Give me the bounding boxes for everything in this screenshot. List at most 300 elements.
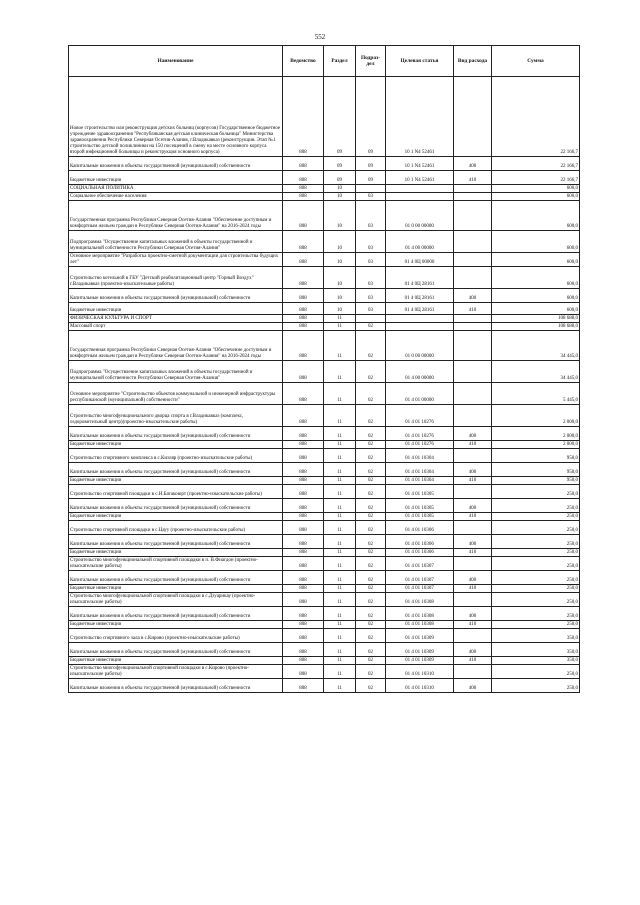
- cell-amount: 250,0: [492, 665, 580, 679]
- cell-subsection: 02: [356, 485, 386, 499]
- cell-amount: 34 445,0: [492, 331, 580, 361]
- cell-target-item: [386, 323, 454, 331]
- cell-section: 11: [324, 643, 356, 657]
- cell-department: 808: [283, 231, 324, 253]
- cell-target-item: 01 4 01 10304: [386, 477, 454, 485]
- cell-department: 808: [283, 303, 324, 315]
- cell-name: Капитальные вложения в объекты государственной (муниципальной) собственности: [69, 643, 283, 657]
- table-row: [69, 193, 580, 201]
- cell-department: 808: [283, 315, 324, 323]
- cell-name: Социальное обеспечение населения: [69, 193, 283, 201]
- cell-expense-type: 410: [454, 171, 492, 185]
- cell-expense-type: [454, 185, 492, 193]
- cell-amount: 22 166,7: [492, 157, 580, 171]
- cell-name: Капитальные вложения в объекты государственной (муниципальной) собственности: [69, 607, 283, 621]
- cell-name: Капитальные вложения в объекты государственной (муниципальной) собственности: [69, 157, 283, 171]
- cell-section: 09: [324, 171, 356, 185]
- table-row: [69, 185, 580, 193]
- cell-subsection: 02: [356, 441, 386, 449]
- cell-subsection: 02: [356, 331, 386, 361]
- cell-expense-type: 400: [454, 157, 492, 171]
- table-row: [69, 521, 580, 535]
- cell-subsection: 02: [356, 549, 386, 557]
- cell-expense-type: 410: [454, 441, 492, 449]
- table-row: [69, 665, 580, 679]
- table-row: [69, 593, 580, 607]
- table-row: [69, 499, 580, 513]
- cell-name: Государственная программа Республики Северная Осетия-Алания "Обеспечение доступным и комфортным жильем граждан в Республике Северная Осетия-Алания" на 2016-2024 годы: [69, 201, 283, 231]
- cell-subsection: 02: [356, 621, 386, 629]
- cell-department: 808: [283, 521, 324, 535]
- cell-name: Строительство многофункциональной спортивной площадки в с.Кирово (проектно-изыскательские работы): [69, 665, 283, 679]
- cell-subsection: 09: [356, 157, 386, 171]
- table-row: [69, 463, 580, 477]
- cell-target-item: 01 4 0Ц 28161: [386, 303, 454, 315]
- cell-department: 808: [283, 549, 324, 557]
- cell-department: 808: [283, 643, 324, 657]
- header-section: Раздел: [324, 46, 356, 77]
- cell-amount: 250,0: [492, 621, 580, 629]
- cell-target-item: 01 4 01 10307: [386, 571, 454, 585]
- cell-expense-type: [454, 361, 492, 383]
- cell-target-item: 01 4 01 10309: [386, 643, 454, 657]
- cell-name: Основное мероприятие "Строительство объектов коммунальной и инженерной инфраструктуры республиканской (муниципальной) собственности": [69, 383, 283, 405]
- cell-target-item: 01 4 01 00000: [386, 383, 454, 405]
- cell-amount: 108 688,0: [492, 315, 580, 323]
- cell-name: Подпрограмма "Осуществление капитальных вложений в объекты государственной и муниципальной собственности Республики Северная Осетия-Алания": [69, 361, 283, 383]
- cell-target-item: [386, 193, 454, 201]
- cell-expense-type: [454, 193, 492, 201]
- cell-subsection: 09: [356, 171, 386, 185]
- cell-name: Бюджетные инвестиции: [69, 513, 283, 521]
- table-row: [69, 231, 580, 253]
- table-row: [69, 643, 580, 657]
- cell-name: Государственная программа Республики Северная Осетия-Алания "Обеспечение доступным и комфортным жильем граждан в Республике Северная Осетия-Алания" на 2016-2024 годы: [69, 331, 283, 361]
- cell-amount: 250,0: [492, 485, 580, 499]
- cell-name: Капитальные вложения в объекты государственной (муниципальной) собственности: [69, 571, 283, 585]
- cell-section: 11: [324, 463, 356, 477]
- cell-target-item: 01 4 01 10310: [386, 665, 454, 679]
- cell-target-item: 01 4 01 10305: [386, 499, 454, 513]
- cell-section: 10: [324, 303, 356, 315]
- table-row: [69, 549, 580, 557]
- cell-section: 11: [324, 521, 356, 535]
- cell-expense-type: [454, 557, 492, 571]
- cell-name: Капитальные вложения в объекты государственной (муниципальной) собственности: [69, 499, 283, 513]
- cell-amount: 34 445,0: [492, 361, 580, 383]
- cell-amount: 600,0: [492, 201, 580, 231]
- cell-department: 808: [283, 657, 324, 665]
- table-row: [69, 449, 580, 463]
- cell-target-item: 01 4 00 00000: [386, 361, 454, 383]
- cell-target-item: 10 1 N4 52461: [386, 77, 454, 157]
- cell-expense-type: 410: [454, 621, 492, 629]
- header-target-item: Целевая статья: [386, 46, 454, 77]
- cell-name: Массовый спорт: [69, 323, 283, 331]
- cell-expense-type: 400: [454, 607, 492, 621]
- cell-subsection: 02: [356, 607, 386, 621]
- cell-section: 11: [324, 621, 356, 629]
- cell-section: 11: [324, 499, 356, 513]
- cell-department: 808: [283, 405, 324, 427]
- table-row: [69, 657, 580, 665]
- cell-section: 11: [324, 665, 356, 679]
- cell-subsection: 02: [356, 521, 386, 535]
- cell-subsection: 03: [356, 303, 386, 315]
- cell-expense-type: 410: [454, 657, 492, 665]
- cell-amount: 250,0: [492, 557, 580, 571]
- table-row: [69, 289, 580, 303]
- table-row: [69, 405, 580, 427]
- cell-department: 808: [283, 289, 324, 303]
- cell-amount: 600,0: [492, 185, 580, 193]
- cell-name: Строительство многофункционального дворца спорта в г.Владикавказ (комплекс, оздоровительный центр)(проектно-изыскательские работы): [69, 405, 283, 427]
- cell-section: 11: [324, 477, 356, 485]
- cell-name: Капитальные вложения в объекты государственной (муниципальной) собственности: [69, 463, 283, 477]
- table-row: [69, 323, 580, 331]
- cell-target-item: 01 4 01 10304: [386, 463, 454, 477]
- cell-section: 11: [324, 513, 356, 521]
- cell-department: 808: [283, 463, 324, 477]
- cell-subsection: 02: [356, 323, 386, 331]
- table-row: [69, 477, 580, 485]
- table-row: [69, 427, 580, 441]
- cell-name: Бюджетные инвестиции: [69, 477, 283, 485]
- cell-subsection: 02: [356, 463, 386, 477]
- cell-name: Строительство многофункциональной спортивной площадки в с.Дзуарикау (проектно-изыскательские работы): [69, 593, 283, 607]
- cell-target-item: 01 4 01 10276: [386, 405, 454, 427]
- cell-expense-type: 400: [454, 571, 492, 585]
- table-row: [69, 303, 580, 315]
- cell-amount: 22 166,7: [492, 171, 580, 185]
- cell-name: Бюджетные инвестиции: [69, 441, 283, 449]
- cell-target-item: 01 4 01 10308: [386, 621, 454, 629]
- cell-subsection: 02: [356, 405, 386, 427]
- cell-department: 808: [283, 585, 324, 593]
- cell-target-item: 01 4 01 10308: [386, 607, 454, 621]
- cell-target-item: [386, 185, 454, 193]
- cell-name: Бюджетные инвестиции: [69, 549, 283, 557]
- cell-expense-type: 400: [454, 427, 492, 441]
- cell-expense-type: 410: [454, 513, 492, 521]
- cell-expense-type: [454, 267, 492, 289]
- cell-department: 808: [283, 499, 324, 513]
- cell-subsection: 03: [356, 193, 386, 201]
- cell-expense-type: 410: [454, 477, 492, 485]
- cell-amount: 5 445,0: [492, 383, 580, 405]
- cell-name: Строительство котельной в ГБУ "Детский реабилитационный центр "Горный Воздух" г.Владикавказ (проектно-изыскательные работы): [69, 267, 283, 289]
- cell-name: Новое строительство или реконструкция детских больниц (корпусов) Государственное бюджетное учреждение здравоохранения "Республиканская детская клиническая больница" Министерства здравоохранения Республики Северная Осетия-Алания, г.Владикавказ (реконструкция. Этап №1 строительство детской поликлиники на 150 посещений в смену на месте основного корпуса второй инфекционной больницы и реконструкция основного корпуса): [69, 77, 283, 157]
- cell-target-item: 01 4 01 10304: [386, 449, 454, 463]
- cell-subsection: 02: [356, 535, 386, 549]
- cell-target-item: 01 4 0Ц 28161: [386, 267, 454, 289]
- cell-name: Капитальные вложения в объекты государственной (муниципальной) собственности: [69, 679, 283, 693]
- cell-section: 11: [324, 629, 356, 643]
- cell-department: 808: [283, 665, 324, 679]
- cell-target-item: 01 4 01 10307: [386, 557, 454, 571]
- cell-expense-type: [454, 231, 492, 253]
- cell-name: Бюджетные инвестиции: [69, 657, 283, 665]
- cell-subsection: 02: [356, 657, 386, 665]
- cell-amount: 108 688,0: [492, 323, 580, 331]
- cell-expense-type: 410: [454, 549, 492, 557]
- cell-target-item: 01 0 00 00000: [386, 201, 454, 231]
- cell-subsection: 02: [356, 477, 386, 485]
- cell-subsection: 02: [356, 383, 386, 405]
- cell-department: 808: [283, 621, 324, 629]
- table-row: [69, 77, 580, 157]
- cell-target-item: 01 4 00 00000: [386, 231, 454, 253]
- table-row: [69, 629, 580, 643]
- cell-expense-type: [454, 315, 492, 323]
- cell-expense-type: [454, 77, 492, 157]
- cell-amount: 2 000,0: [492, 441, 580, 449]
- cell-target-item: 10 1 N4 52461: [386, 157, 454, 171]
- cell-name: ФИЗИЧЕСКАЯ КУЛЬТУРА И СПОРТ: [69, 315, 283, 323]
- cell-amount: 950,0: [492, 449, 580, 463]
- cell-target-item: 01 4 01 10306: [386, 535, 454, 549]
- cell-expense-type: 400: [454, 643, 492, 657]
- cell-amount: 600,0: [492, 231, 580, 253]
- cell-target-item: 01 4 01 10307: [386, 585, 454, 593]
- cell-subsection: [356, 185, 386, 193]
- cell-expense-type: [454, 405, 492, 427]
- cell-section: 11: [324, 315, 356, 323]
- cell-subsection: 02: [356, 629, 386, 643]
- table-row: [69, 485, 580, 499]
- cell-name: Бюджетные инвестиции: [69, 585, 283, 593]
- cell-section: 09: [324, 77, 356, 157]
- page-number: 552: [314, 33, 326, 41]
- cell-target-item: 01 4 01 10308: [386, 593, 454, 607]
- cell-department: 808: [283, 679, 324, 693]
- table-row: [69, 253, 580, 267]
- cell-department: 808: [283, 171, 324, 185]
- header-subsection: Подраз-дел: [356, 46, 386, 77]
- cell-department: 808: [283, 253, 324, 267]
- cell-expense-type: [454, 201, 492, 231]
- cell-name: Строительство спортивной площадки в с.Н.Батакоюрт (проектно-изыскательские работы): [69, 485, 283, 499]
- cell-name: Строительство многофункциональной спортивной площадки в п. В.Фиагдон (проектно-изыскательские работы): [69, 557, 283, 571]
- cell-expense-type: 400: [454, 289, 492, 303]
- cell-section: 11: [324, 571, 356, 585]
- table-row: [69, 171, 580, 185]
- cell-section: 11: [324, 535, 356, 549]
- cell-subsection: [356, 315, 386, 323]
- cell-subsection: 02: [356, 361, 386, 383]
- cell-amount: 250,0: [492, 585, 580, 593]
- header-amount: Сумма: [492, 46, 580, 77]
- cell-name: Строительство спортивной площадки в с.Цауу (проектно-изыскательские работы): [69, 521, 283, 535]
- cell-subsection: 02: [356, 665, 386, 679]
- cell-section: 10: [324, 267, 356, 289]
- cell-department: 808: [283, 331, 324, 361]
- cell-target-item: 01 4 01 10305: [386, 485, 454, 499]
- cell-section: 11: [324, 427, 356, 441]
- cell-amount: 950,0: [492, 463, 580, 477]
- header-department: Ведомство: [283, 46, 324, 77]
- cell-amount: 600,0: [492, 193, 580, 201]
- cell-department: 808: [283, 427, 324, 441]
- budget-table: [68, 45, 580, 693]
- cell-amount: 350,0: [492, 629, 580, 643]
- cell-section: 11: [324, 331, 356, 361]
- cell-section: 11: [324, 323, 356, 331]
- cell-expense-type: [454, 665, 492, 679]
- cell-amount: 600,0: [492, 253, 580, 267]
- cell-subsection: 02: [356, 585, 386, 593]
- cell-department: 808: [283, 193, 324, 201]
- cell-amount: 600,0: [492, 289, 580, 303]
- cell-subsection: 02: [356, 449, 386, 463]
- cell-target-item: [386, 315, 454, 323]
- cell-department: 808: [283, 201, 324, 231]
- table-row: [69, 607, 580, 621]
- cell-section: 11: [324, 405, 356, 427]
- cell-target-item: 01 4 01 10276: [386, 441, 454, 449]
- cell-expense-type: 410: [454, 585, 492, 593]
- cell-amount: 250,0: [492, 549, 580, 557]
- table-row: [69, 557, 580, 571]
- cell-amount: 250,0: [492, 679, 580, 693]
- cell-name: Строительство спортивного зала в с.Кирово (проектно-изыскательские работы): [69, 629, 283, 643]
- cell-amount: 22 166,7: [492, 77, 580, 157]
- cell-department: 808: [283, 485, 324, 499]
- cell-amount: 250,0: [492, 535, 580, 549]
- table-row: [69, 383, 580, 405]
- cell-amount: 600,0: [492, 267, 580, 289]
- header-name: Наименование: [69, 46, 283, 77]
- cell-name: Бюджетные инвестиции: [69, 171, 283, 185]
- cell-expense-type: [454, 485, 492, 499]
- cell-expense-type: [454, 383, 492, 405]
- cell-department: 808: [283, 629, 324, 643]
- cell-department: 808: [283, 513, 324, 521]
- cell-section: 11: [324, 441, 356, 449]
- table-row: [69, 535, 580, 549]
- cell-department: 808: [283, 535, 324, 549]
- cell-name: Бюджетные инвестиции: [69, 621, 283, 629]
- header-expense-type: Вид расхода: [454, 46, 492, 77]
- cell-expense-type: 410: [454, 303, 492, 315]
- table-row: [69, 315, 580, 323]
- cell-subsection: 02: [356, 427, 386, 441]
- cell-name: Подпрограмма "Осуществление капитальных вложений в объекты государственной и муниципальной собственности Республики Северная Осетия-Алания": [69, 231, 283, 253]
- cell-department: 808: [283, 323, 324, 331]
- cell-target-item: 01 0 00 00000: [386, 331, 454, 361]
- table-header-row: [69, 46, 580, 77]
- cell-amount: 250,0: [492, 593, 580, 607]
- cell-department: 808: [283, 607, 324, 621]
- cell-expense-type: [454, 593, 492, 607]
- cell-target-item: 01 4 01 10305: [386, 513, 454, 521]
- cell-amount: 250,0: [492, 521, 580, 535]
- table-row: [69, 679, 580, 693]
- cell-subsection: 03: [356, 267, 386, 289]
- cell-expense-type: [454, 323, 492, 331]
- cell-target-item: 01 4 0Ц 28161: [386, 289, 454, 303]
- cell-subsection: 02: [356, 571, 386, 585]
- table-row: [69, 571, 580, 585]
- cell-target-item: 10 1 N4 52461: [386, 171, 454, 185]
- cell-department: 808: [283, 77, 324, 157]
- cell-subsection: 03: [356, 231, 386, 253]
- cell-target-item: 01 4 01 10276: [386, 427, 454, 441]
- cell-subsection: 03: [356, 253, 386, 267]
- cell-section: 10: [324, 201, 356, 231]
- cell-amount: 2 000,0: [492, 427, 580, 441]
- cell-amount: 250,0: [492, 513, 580, 521]
- table-body: [69, 77, 580, 693]
- table-row: [69, 267, 580, 289]
- cell-subsection: 02: [356, 593, 386, 607]
- cell-name: Бюджетные инвестиции: [69, 303, 283, 315]
- cell-target-item: 01 4 01 10309: [386, 629, 454, 643]
- cell-subsection: 03: [356, 289, 386, 303]
- cell-section: 10: [324, 185, 356, 193]
- cell-expense-type: [454, 629, 492, 643]
- cell-amount: 600,0: [492, 303, 580, 315]
- cell-amount: 2 000,0: [492, 405, 580, 427]
- cell-department: 808: [283, 383, 324, 405]
- cell-subsection: 02: [356, 643, 386, 657]
- cell-target-item: 01 4 01 10309: [386, 657, 454, 665]
- cell-subsection: 02: [356, 513, 386, 521]
- cell-department: 808: [283, 441, 324, 449]
- cell-expense-type: 400: [454, 463, 492, 477]
- cell-name: Основное мероприятие "Разработка проектно-сметной документации для строительства будущих лет": [69, 253, 283, 267]
- cell-target-item: 01 4 01 10310: [386, 679, 454, 693]
- cell-department: 808: [283, 361, 324, 383]
- cell-name: Капитальные вложения в объекты государственной (муниципальной) собственности: [69, 289, 283, 303]
- cell-amount: 350,0: [492, 657, 580, 665]
- table-row: [69, 201, 580, 231]
- cell-target-item: 01 4 01 10306: [386, 521, 454, 535]
- cell-section: 10: [324, 253, 356, 267]
- cell-target-item: 01 4 01 10306: [386, 549, 454, 557]
- cell-subsection: 02: [356, 679, 386, 693]
- cell-subsection: 03: [356, 201, 386, 231]
- cell-section: 11: [324, 549, 356, 557]
- cell-subsection: 02: [356, 499, 386, 513]
- cell-name: СОЦИАЛЬНАЯ ПОЛИТИКА: [69, 185, 283, 193]
- table-row: [69, 513, 580, 521]
- cell-expense-type: 400: [454, 679, 492, 693]
- cell-section: 11: [324, 607, 356, 621]
- cell-expense-type: [454, 449, 492, 463]
- cell-amount: 950,0: [492, 477, 580, 485]
- cell-section: 11: [324, 383, 356, 405]
- cell-department: 808: [283, 557, 324, 571]
- cell-expense-type: [454, 521, 492, 535]
- cell-department: 808: [283, 185, 324, 193]
- table-row: [69, 157, 580, 171]
- cell-target-item: 01 4 0Ц 00000: [386, 253, 454, 267]
- cell-department: 808: [283, 477, 324, 485]
- cell-subsection: 09: [356, 77, 386, 157]
- table-row: [69, 621, 580, 629]
- cell-department: 808: [283, 593, 324, 607]
- cell-section: 10: [324, 231, 356, 253]
- cell-amount: 250,0: [492, 571, 580, 585]
- cell-subsection: 02: [356, 557, 386, 571]
- cell-expense-type: 400: [454, 499, 492, 513]
- cell-section: 11: [324, 657, 356, 665]
- cell-section: 11: [324, 679, 356, 693]
- cell-department: 808: [283, 267, 324, 289]
- cell-name: Строительство спортивного комплекса в с.Кизляр (проектно-изыскательские работы): [69, 449, 283, 463]
- cell-name: Капитальные вложения в объекты государственной (муниципальной) собственности: [69, 535, 283, 549]
